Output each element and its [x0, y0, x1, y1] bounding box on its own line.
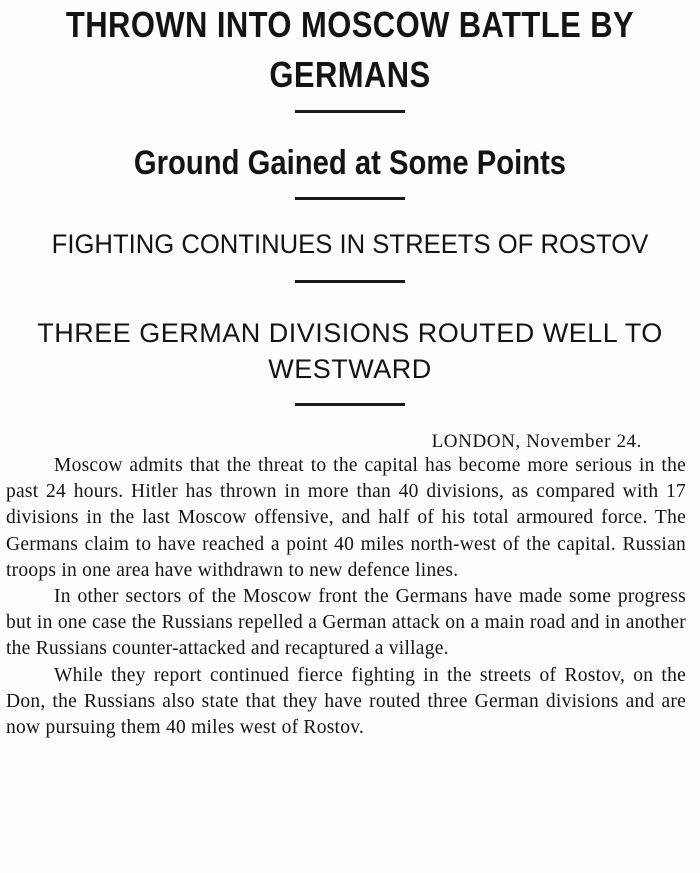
subheadline-divisions-routed: THREE GERMAN DIVISIONS ROUTED WELL TO WESTWARD — [37, 318, 663, 384]
article-paragraph: Moscow admits that the threat to the capital has become more serious in the past 24 hours. Hitler has thrown in more than 40 divisions, as compared with 17 divisions in the last Moscow offensive, and half of his total armoured force. The Germans claim to have reached a point 40 miles north-west of the capital. Russian troops in one area have withdrawn to new defence lines. — [6, 455, 686, 581]
headline-divider — [295, 110, 405, 113]
subheadline-rostov: FIGHTING CONTINUES IN STREETS OF ROSTOV — [51, 229, 649, 259]
subheadline-ground-gained: Ground Gained at Some Points — [133, 144, 567, 182]
headline-divider — [295, 280, 405, 283]
article-paragraph: In other sectors of the Moscow front the Germans have made some progress but in one case the Russians repelled a German attack on a main road and in another the Russians counter-attacked and recaptured a village. — [6, 586, 686, 660]
headline-divider — [295, 197, 405, 200]
headline-divider — [295, 403, 405, 406]
article-body — [0, 453, 700, 741]
article-paragraph: While they report continued fierce fighting in the streets of Rostov, on the Don, the Russians also state that they have routed three German divisions and are now pursuing them 40 miles west of Rostov. — [6, 664, 686, 739]
main-headline: THROWN INTO MOSCOW BATTLE BY GERMANS — [65, 4, 635, 95]
dateline: LONDON, November 24. — [431, 431, 642, 452]
